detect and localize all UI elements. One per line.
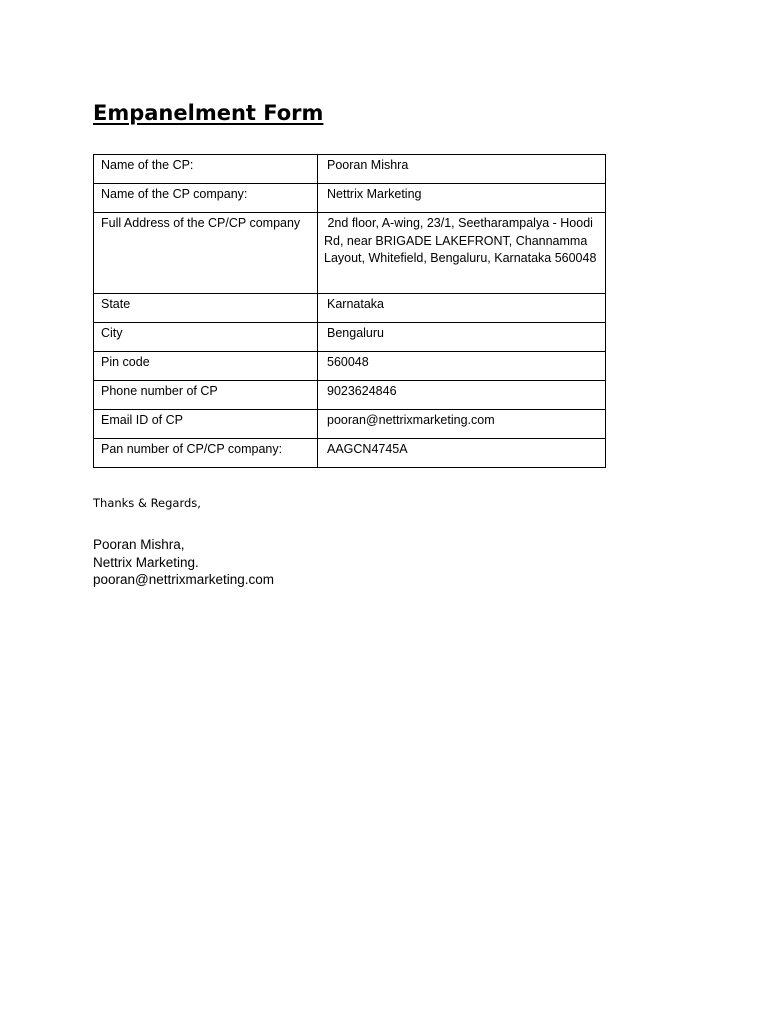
closing-text: Thanks & Regards,: [93, 496, 201, 510]
signature-company: Nettrix Marketing.: [93, 554, 199, 570]
empanelment-table: [93, 154, 606, 468]
signature-email: pooran@nettrixmarketing.com: [93, 572, 275, 587]
row-label: Pan number of CP/CP company:: [94, 439, 318, 468]
row-value: pooran@nettrixmarketing.com: [318, 410, 606, 439]
row-value: Bengaluru: [318, 323, 606, 352]
row-value: AAGCN4745A: [318, 439, 606, 468]
row-label: Full Address of the CP/CP company: [94, 213, 318, 294]
row-label: Email ID of CP: [94, 410, 318, 439]
table-row-pan: [94, 439, 606, 468]
row-label: City: [94, 323, 318, 352]
row-label: Pin code: [94, 352, 318, 381]
row-value: Pooran Mishra: [318, 155, 606, 184]
table-row-pin-code: [94, 352, 606, 381]
row-value: 560048: [318, 352, 606, 381]
row-label: Phone number of CP: [94, 381, 318, 410]
signature-name: Pooran Mishra,: [93, 537, 185, 552]
row-value: Nettrix Marketing: [318, 184, 606, 213]
table-row-state: [94, 294, 606, 323]
row-value: 2nd floor, A-wing, 23/1, Seetharampalya - Hoodi Rd, near BRIGADE LAKEFRONT, Channamma Layout, Whitefield, Bengaluru, Karnataka 560048: [318, 213, 606, 294]
row-value: Karnataka: [318, 294, 606, 323]
table-row-phone: [94, 381, 606, 410]
row-label: State: [94, 294, 318, 323]
row-label: Name of the CP:: [94, 155, 318, 184]
document-title: Empanelment Form: [93, 101, 324, 125]
row-value: 9023624846: [318, 381, 606, 410]
table-row-cp-company: [94, 184, 606, 213]
row-label: Name of the CP company:: [94, 184, 318, 213]
table-row-city: [94, 323, 606, 352]
table-row-address: [94, 213, 606, 294]
table-row-cp-name: [94, 155, 606, 184]
table-row-email: [94, 410, 606, 439]
signature-block: [93, 536, 274, 589]
